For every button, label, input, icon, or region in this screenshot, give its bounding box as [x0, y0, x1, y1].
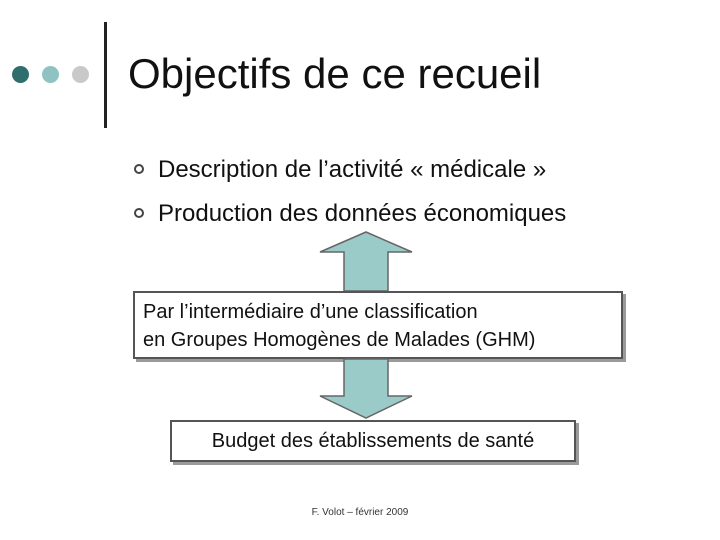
bullet-circle-icon — [134, 208, 144, 218]
slide-title: Objectifs de ce recueil — [128, 50, 542, 97]
slide-footer: F. Volot – février 2009 — [311, 507, 409, 518]
classification-box — [133, 291, 623, 359]
down-arrow-icon — [316, 358, 416, 420]
budget-text: Budget des établissements de santé — [211, 430, 535, 452]
bullet-circle-icon — [134, 164, 144, 174]
budget-box — [170, 420, 576, 462]
decor-dot-dark-icon — [12, 66, 29, 83]
classification-line-2: en Groupes Homogènes de Malades (GHM) — [143, 329, 536, 351]
decor-dot-teal-icon — [42, 66, 59, 83]
classification-line-1: Par l’intermédiaire d’une classification — [143, 301, 478, 323]
bullet-text: Production des données économiques — [158, 200, 567, 227]
up-arrow-icon — [316, 230, 416, 292]
bullet-text: Description de l’activité « médicale » — [158, 156, 547, 183]
title-divider — [104, 22, 107, 128]
decor-dot-grey-icon — [72, 66, 89, 83]
